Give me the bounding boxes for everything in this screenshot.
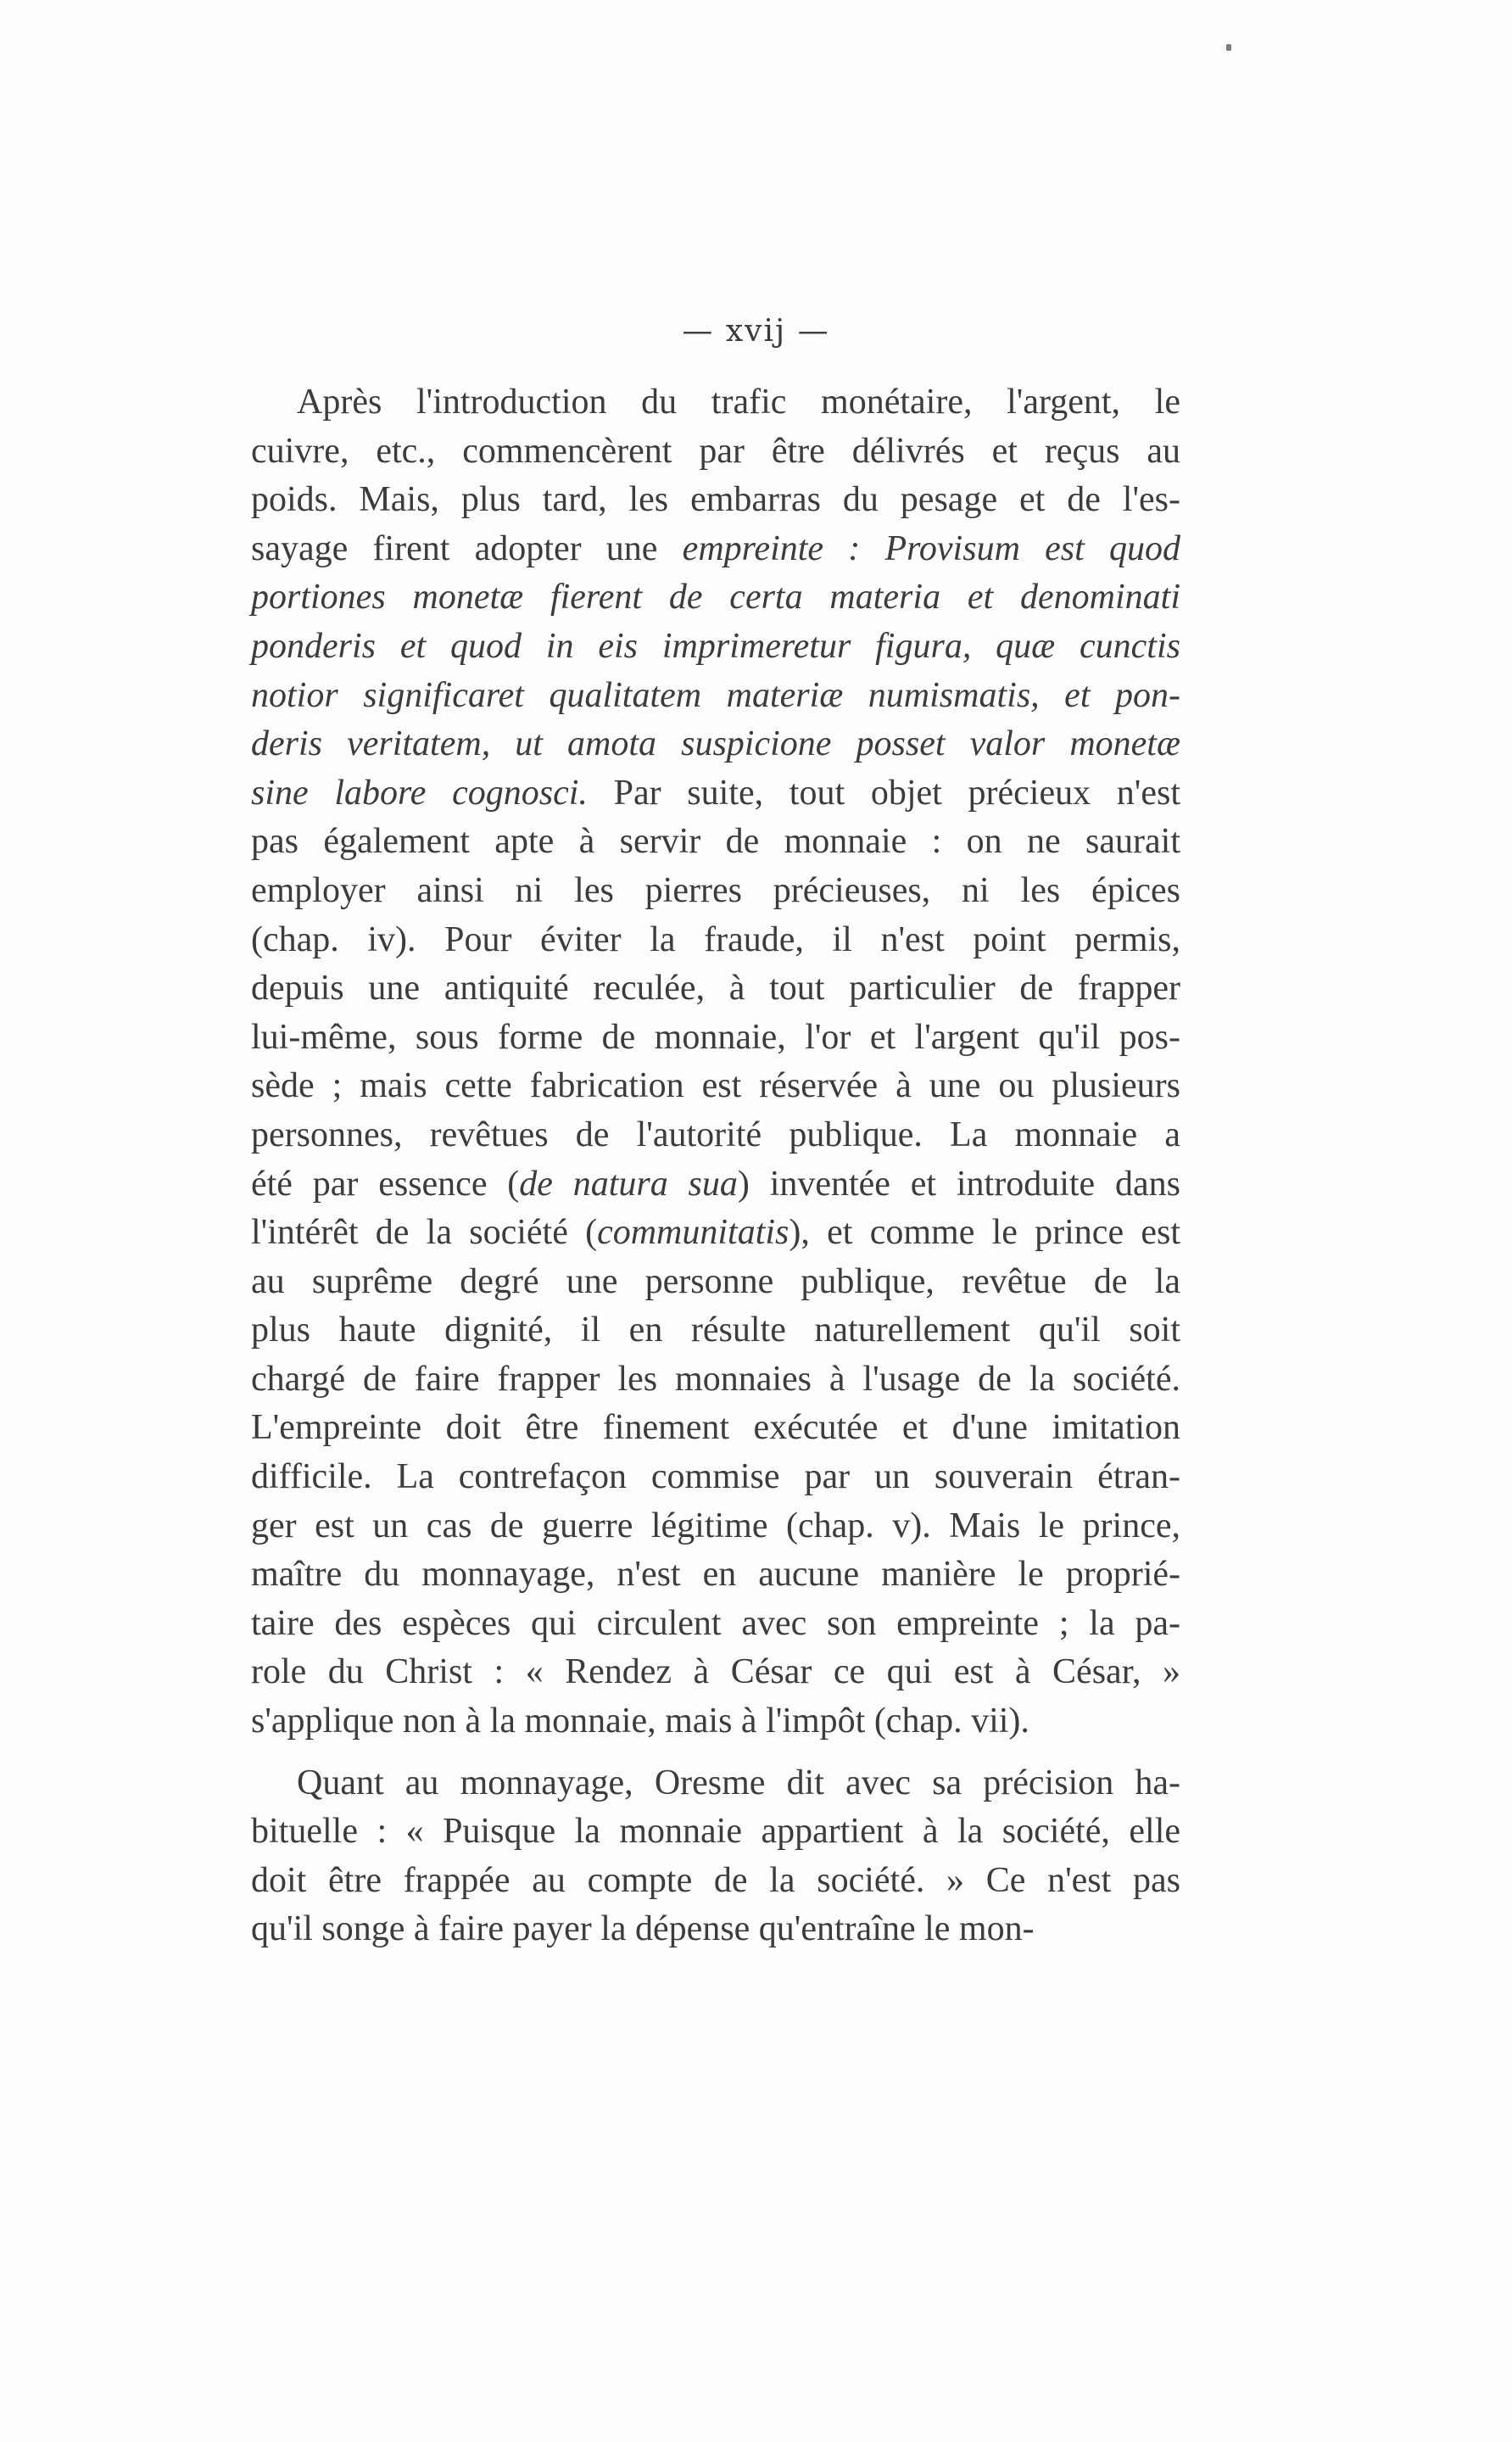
text-line	[251, 427, 1180, 477]
text-line	[251, 1551, 1180, 1600]
text-run: employer ainsi ni les pierres précieuses, ni les épices	[251, 870, 1180, 910]
text-run: ), et comme le prince est	[789, 1213, 1180, 1253]
text-run: L'empreinte doit être finement exécutée et d'une imitation	[251, 1408, 1180, 1448]
body-text	[251, 378, 1180, 1954]
text-line	[251, 1209, 1180, 1258]
text-run: sayage firent adopter une	[251, 528, 683, 568]
text-run: difficile. La contrefaçon commise par un souverain étran-	[251, 1457, 1180, 1497]
text-line	[251, 769, 1180, 819]
text-run: ) inventée et introduite dans	[737, 1164, 1180, 1204]
text-run: depuis une antiquité reculée, à tout particulier de frapper	[251, 969, 1180, 1009]
text-line	[251, 818, 1180, 867]
text-run: bituelle : « Puisque la monnaie appartient à la société, elle	[251, 1812, 1180, 1852]
text-run: chargé de faire frapper les monnaies à l'usage de la société.	[251, 1359, 1180, 1399]
text-run: taire des espèces qui circulent avec son empreinte ; la pa-	[251, 1603, 1180, 1643]
text-run: au suprême degré une personne publique, revêtue de la	[251, 1261, 1180, 1301]
latin-quotation: communitatis	[597, 1213, 789, 1253]
text-line	[251, 720, 1180, 769]
text-line	[251, 623, 1180, 672]
text-line	[251, 1404, 1180, 1453]
text-run: personnes, revêtues de l'autorité publique. La monnaie a	[251, 1115, 1180, 1154]
text-line	[251, 1600, 1180, 1649]
text-line	[251, 964, 1180, 1014]
text-run: sède ; mais cette fabrication est réservée à une ou plusieurs	[251, 1066, 1180, 1106]
text-line	[251, 1062, 1180, 1111]
latin-quotation: deris veritatem, ut amota suspicione posset valor monetæ	[251, 724, 1180, 764]
text-line	[251, 378, 1180, 427]
text-line	[251, 1453, 1180, 1502]
text-line	[251, 1160, 1180, 1210]
text-run: l'intérêt de la société (	[251, 1213, 598, 1253]
text-run: Après l'introduction du trafic monétaire, l'argent, le	[297, 383, 1180, 422]
text-line	[251, 916, 1180, 965]
text-line	[251, 1502, 1180, 1551]
latin-quotation: de natura sua	[519, 1164, 738, 1204]
text-run: été par essence (	[251, 1164, 520, 1204]
text-run: plus haute dignité, il en résulte naturellement qu'il soit	[251, 1310, 1180, 1350]
text-run: qu'il songe à faire payer la dépense qu'entraîne le mon-	[251, 1909, 1035, 1949]
text-run: doit être frappée au compte de la société. » Ce n'est pas	[251, 1860, 1180, 1900]
latin-quotation: notior significaret qualitatem materiæ numismatis, et pon-	[251, 675, 1180, 715]
text-line	[251, 1857, 1180, 1906]
text-line	[251, 1306, 1180, 1355]
text-run: ger est un cas de guerre légitime (chap. v). Mais le prince,	[251, 1506, 1180, 1545]
latin-quotation: ponderis et quod in eis imprimeretur figura, quæ cunctis	[251, 626, 1180, 666]
text-run: cuivre, etc., commencèrent par être délivrés et reçus au	[251, 431, 1180, 471]
text-line	[251, 1648, 1180, 1697]
latin-quotation: sine labore cognosci.	[251, 773, 588, 813]
text-line	[251, 1258, 1180, 1307]
text-run: (chap. iv). Pour éviter la fraude, il n'est point permis,	[251, 919, 1180, 959]
text-line	[251, 1759, 1180, 1808]
text-run: poids. Mais, plus tard, les embarras du pesage et de l'es-	[251, 480, 1180, 520]
text-run: Par suite, tout objet précieux n'est	[587, 773, 1180, 813]
text-line	[251, 1355, 1180, 1405]
text-line	[251, 1808, 1180, 1857]
text-line	[251, 476, 1180, 525]
ink-speck	[1226, 44, 1231, 51]
paragraph-gap	[251, 1746, 1180, 1759]
latin-quotation: portiones monetæ fierent de certa materia et denominati	[251, 578, 1180, 617]
text-run: Quant au monnayage, Oresme dit avec sa précision ha-	[297, 1763, 1180, 1802]
text-line	[251, 573, 1180, 623]
latin-quotation: empreinte : Provisum est quod	[682, 528, 1180, 568]
text-line	[251, 672, 1180, 721]
text-run: lui-même, sous forme de monnaie, l'or et l'argent qu'il pos-	[251, 1017, 1180, 1057]
text-line	[251, 1905, 1180, 1954]
text-run: s'applique non à la monnaie, mais à l'impôt (chap. vii).	[251, 1702, 1029, 1741]
text-line	[251, 1697, 1180, 1746]
text-run: pas également apte à servir de monnaie : on ne saurait	[251, 822, 1180, 862]
text-line	[251, 867, 1180, 916]
text-run: maître du monnayage, n'est en aucune manière le proprié-	[251, 1555, 1180, 1595]
page-number: — xvij —	[682, 314, 830, 349]
text-line	[251, 1111, 1180, 1160]
text-line	[251, 525, 1180, 574]
text-run: role du Christ : « Rendez à César ce qui est à César, »	[251, 1652, 1180, 1692]
text-line	[251, 1014, 1180, 1063]
